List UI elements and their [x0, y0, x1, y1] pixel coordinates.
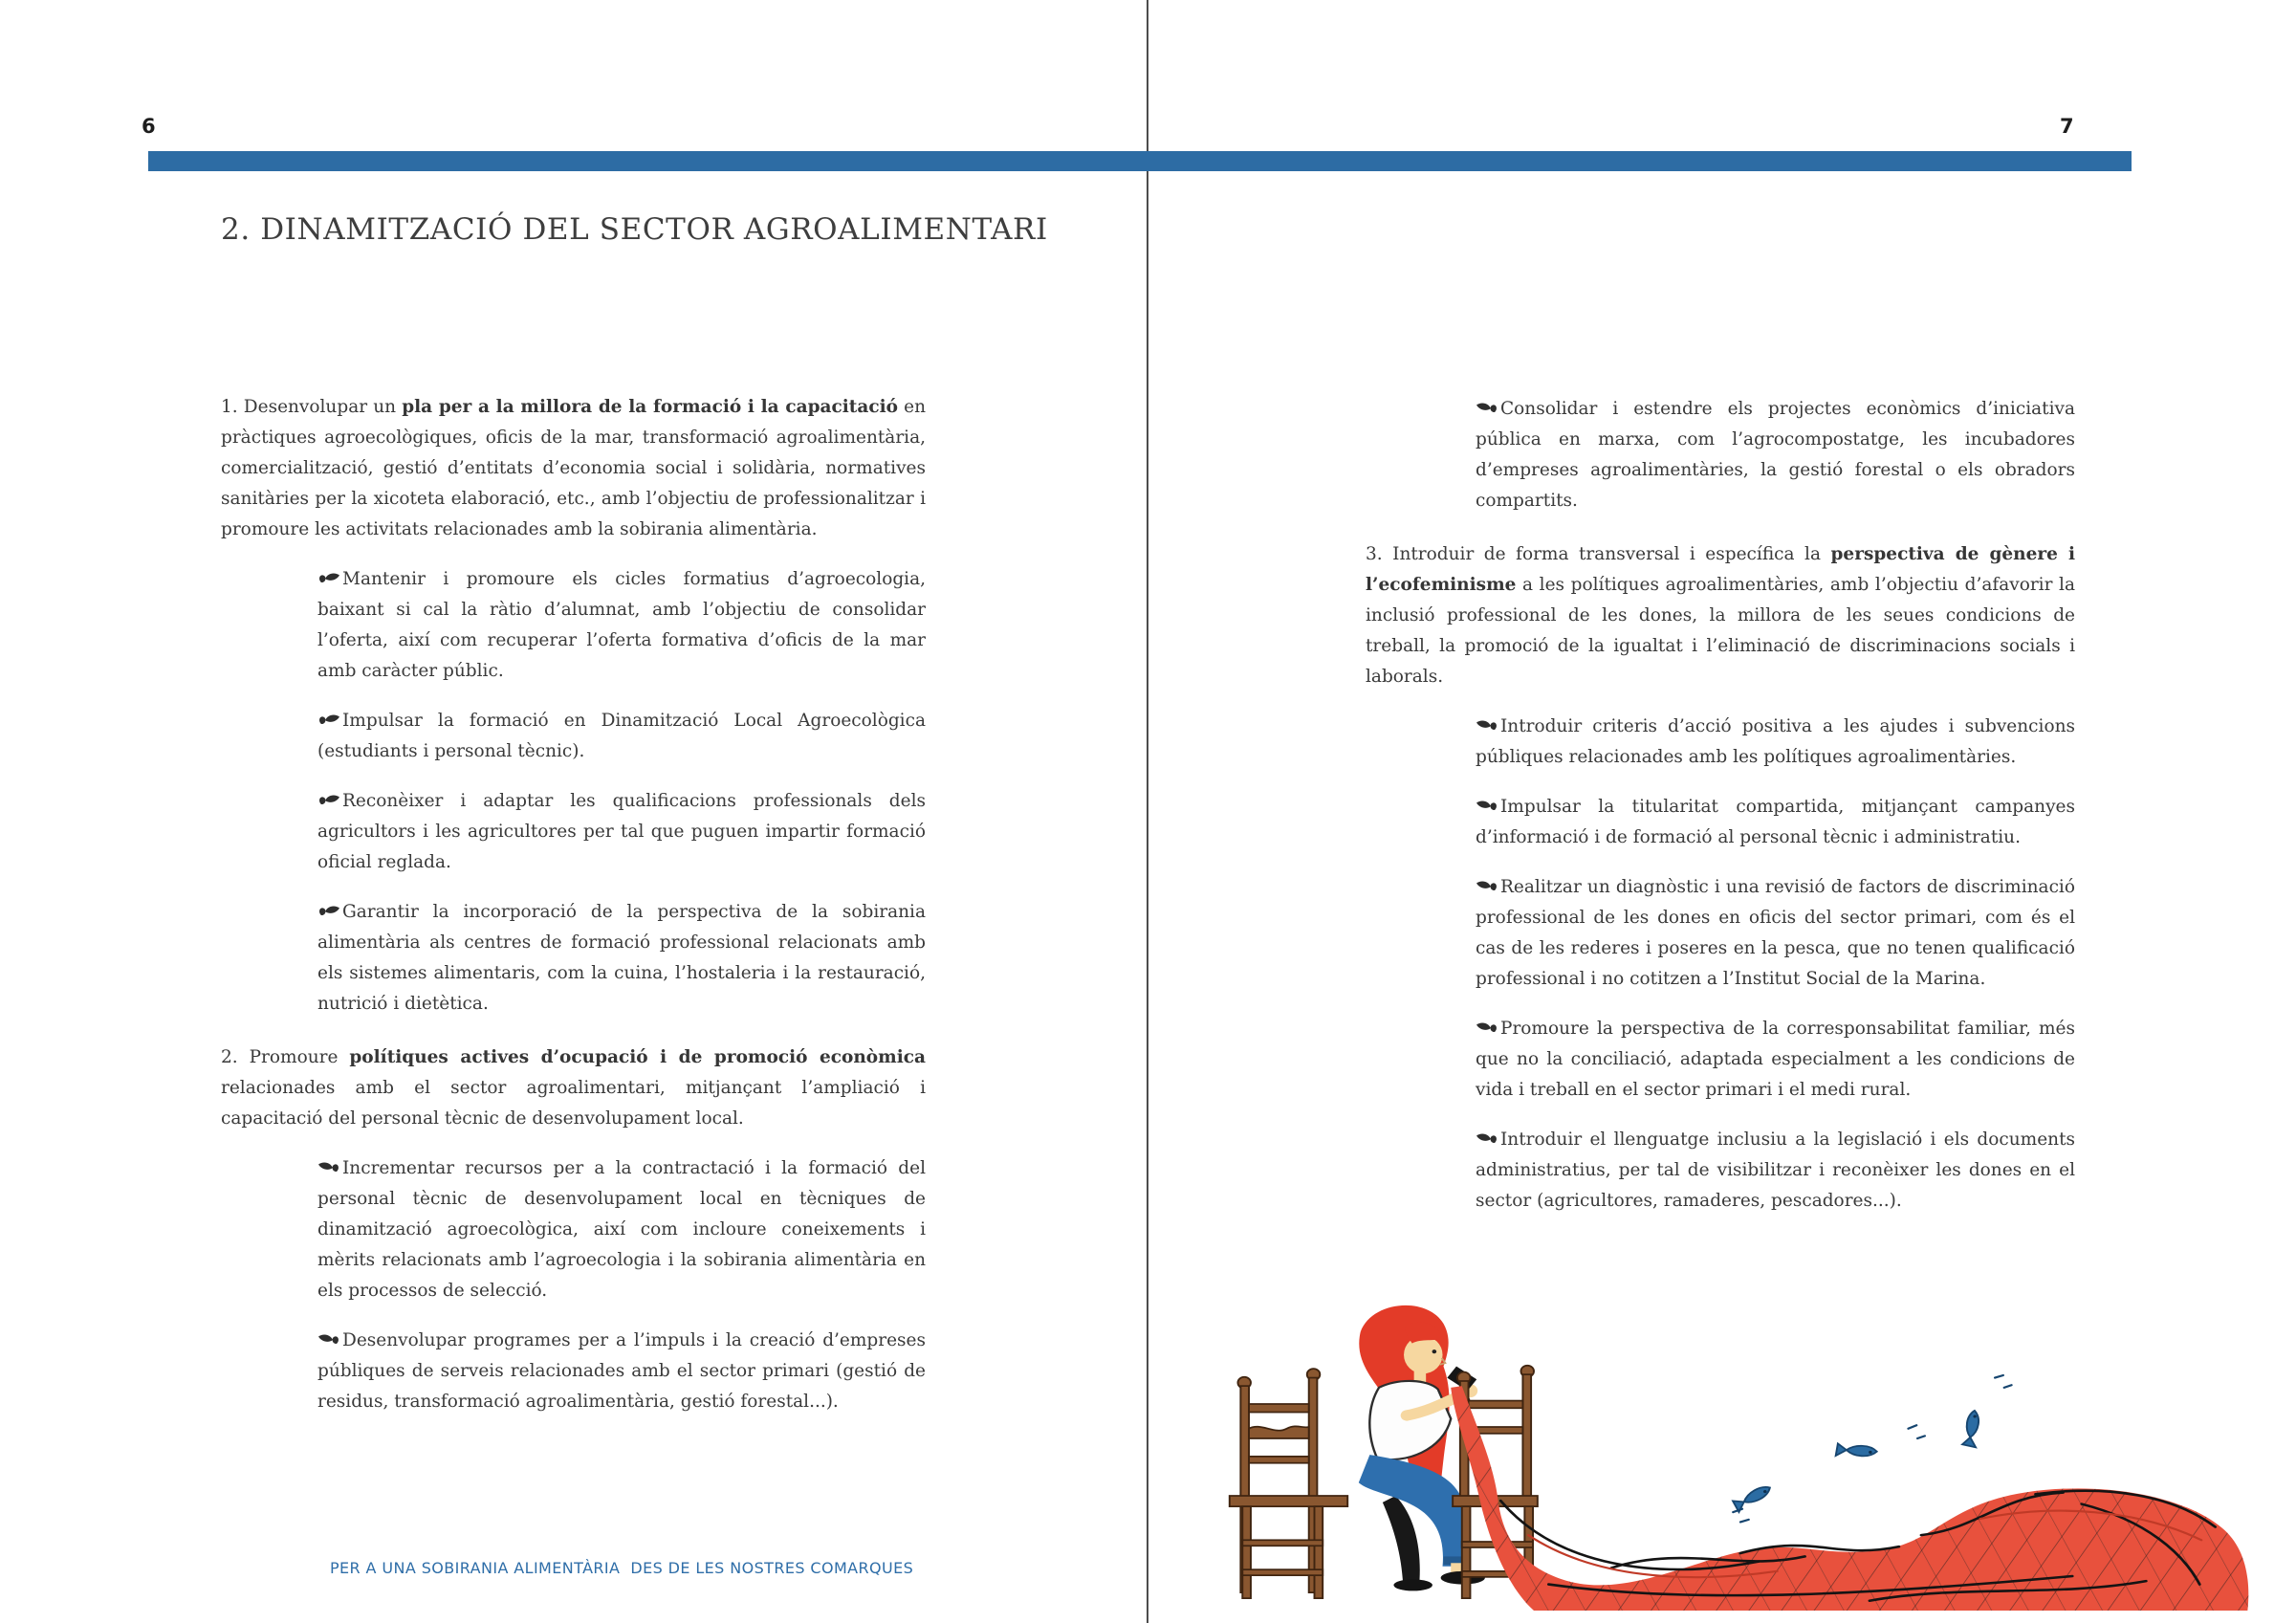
- bullet-text: Garantir la incorporació de la perspectiva de la sobirania alimentària als centres de formació professional relacionats amb els sistemes alimentaris, com la cuina, l’hostaleria i la restauració, nutrició i dietètica.: [317, 902, 926, 1014]
- fish-icon: [1732, 1483, 1774, 1512]
- bullet-text: Introduir el llenguatge inclusiu a la legislació i els documents administratius, per tal de visibilitzar i reconèixer les dones en el sector (agricultores, ramaderes, pescadores...).: [1476, 1130, 2075, 1211]
- bullet-item: [317, 786, 926, 878]
- bullet-text: Reconèixer i adaptar les qualificacions professionals dels agricultors i les agricultores per tal que puguen impartir formació oficial reglada.: [317, 791, 926, 872]
- bullet-item: [317, 897, 926, 1020]
- paragraph-2-bold: polítiques actives d’ocupació i de promoció econòmica: [349, 1047, 926, 1067]
- fleuron-icon: [1476, 799, 1498, 813]
- paragraph-1-post: en pràctiques agroecològiques, oficis de la mar, transformació agroalimentària, comercialització, gestió d’entitats d’economia social i solidària, normatives sanitàries per la xicoteta elaboració, etc., amb l’objectiu de professionalitzar i promoure les activitats relacionades amb la sobirania alimentària.: [221, 397, 926, 539]
- fish-icon: [1962, 1410, 1983, 1447]
- running-footer: PER A UNA SOBIRANIA ALIMENTÀRIA DES DE LES NOSTRES COMARQUES: [330, 1559, 914, 1577]
- paragraph-1-pre: 1. Desenvolupar un: [221, 397, 403, 417]
- header-rule: [148, 151, 2132, 171]
- face: [1404, 1336, 1443, 1373]
- bullet-text: Impulsar la formació en Dinamització Local Agroecològica (estudiants i personal tècnic).: [317, 711, 926, 761]
- paragraph-3-pre: 3. Introduir de forma transversal i específica la: [1366, 544, 1831, 564]
- woman-mending-fishing-net-illustration: [1224, 1289, 2257, 1614]
- fish-icon: [1836, 1443, 1878, 1459]
- jumping-fish: [1732, 1375, 2011, 1522]
- page-divider: [1147, 0, 1148, 1623]
- fishing-net: [1451, 1386, 2248, 1611]
- eye: [1432, 1349, 1437, 1353]
- paragraph-3-post: a les polítiques agroalimentàries, amb l’objectiu d’afavorir la inclusió professional de les dones, la millora de les seues condicions de treball, la promoció de la igualtat i l’eliminació de discriminacions socials i laborals.: [1366, 575, 2075, 687]
- page-number-left: 6: [142, 115, 156, 138]
- bullet-text: Consolidar i estendre els projectes econòmics d’iniciativa pública en marxa, com l’agrocompostatge, les incubadores d’empreses agroalimentàries, la gestió forestal o els obradors compartits.: [1476, 399, 2075, 511]
- paragraph-3-bold: perspectiva de gènere i l’ecofeminisme: [1366, 544, 2076, 595]
- fleuron-icon: [317, 571, 340, 585]
- paragraph-2-post: relacionades amb el sector agroalimentari, mitjançant l’ampliació i capacitació del personal tècnic de desenvolupament local.: [221, 1078, 926, 1129]
- bullet-text: Realitzar un diagnòstic i una revisió de factors de discriminació professional de les dones en oficis del sector primari, com és el cas de les rederes i poseres en la pesca, que no tenen qualificació professional i no cotitzen a l’Institut Social de la Marina.: [1476, 877, 2075, 989]
- bullet-item: [1476, 712, 2075, 773]
- fleuron-icon: [317, 904, 340, 918]
- fleuron-icon: [1476, 401, 1498, 415]
- bullet-text: Incrementar recursos per a la contractació i la formació del personal tècnic de desenvolupament local en tècniques de dinamització agroecològica, així com incloure coneixements i mèrits relacionats amb l’agroecologia i la sobirania alimentària en els processos de selecció.: [317, 1158, 926, 1301]
- bullet-item: [317, 706, 926, 767]
- bullet-text: Introduir criteris d’acció positiva a les ajudes i subvencions públiques relacionades amb les polítiques agroalimentàries.: [1476, 716, 2075, 767]
- chair-left: [1230, 1369, 1347, 1598]
- bullet-item: [1476, 792, 2075, 853]
- bullet-item: [317, 1326, 926, 1417]
- fleuron-icon: [317, 1160, 340, 1174]
- page-left: [221, 212, 1048, 1417]
- paragraph-1: [221, 392, 926, 545]
- fleuron-icon: [1476, 718, 1498, 733]
- fleuron-icon: [317, 713, 340, 727]
- bullet-text: Mantenir i promoure els cicles formatius d’agroecologia, baixant si cal la ràtio d’alumnat, amb l’objectiu de consolidar l’oferta, així com recuperar l’oferta formativa d’oficis de la mar amb caràcter públic.: [317, 569, 926, 681]
- bullet-item: [317, 1153, 926, 1306]
- bullet-item: [1476, 872, 2075, 995]
- bullet-text: Promoure la perspectiva de la corresponsabilitat familiar, més que no la conciliació, adaptada especialment a les condicions de vida i treball en el sector primari i el medi rural.: [1476, 1019, 2075, 1100]
- page-right: [1366, 394, 2075, 1217]
- bullet-item: [1476, 1014, 2075, 1106]
- page-number-right: 7: [2060, 115, 2074, 138]
- paragraph-1-bold: pla per a la millora de la formació i la capacitació: [402, 397, 898, 417]
- fleuron-icon: [1476, 1131, 1498, 1146]
- bullet-text: Impulsar la titularitat compartida, mitjançant campanyes d’informació i de formació al personal tècnic i administratiu.: [1476, 797, 2075, 847]
- bullet-item: [1476, 1125, 2075, 1217]
- section-title: 2. DINAMITZACIÓ DEL SECTOR AGROALIMENTARI: [221, 212, 1048, 247]
- fleuron-icon: [1476, 1020, 1498, 1035]
- far-shoe: [1393, 1579, 1432, 1590]
- fleuron-icon: [317, 793, 340, 807]
- bullet-item: [1476, 394, 2075, 516]
- paragraph-3: [1366, 539, 2075, 692]
- bullet-item: [317, 564, 926, 687]
- fleuron-icon: [317, 1332, 340, 1347]
- paragraph-2-pre: 2. Promoure: [221, 1047, 350, 1067]
- far-leg: [1383, 1496, 1420, 1583]
- fleuron-icon: [1476, 879, 1498, 893]
- bullet-text: Desenvolupar programes per a l’impuls i la creació d’empreses públiques de serveis relacionades amb el sector primari (gestió de residus, transformació agroalimentària, gestió forestal...).: [317, 1330, 926, 1412]
- paragraph-2: [221, 1042, 926, 1134]
